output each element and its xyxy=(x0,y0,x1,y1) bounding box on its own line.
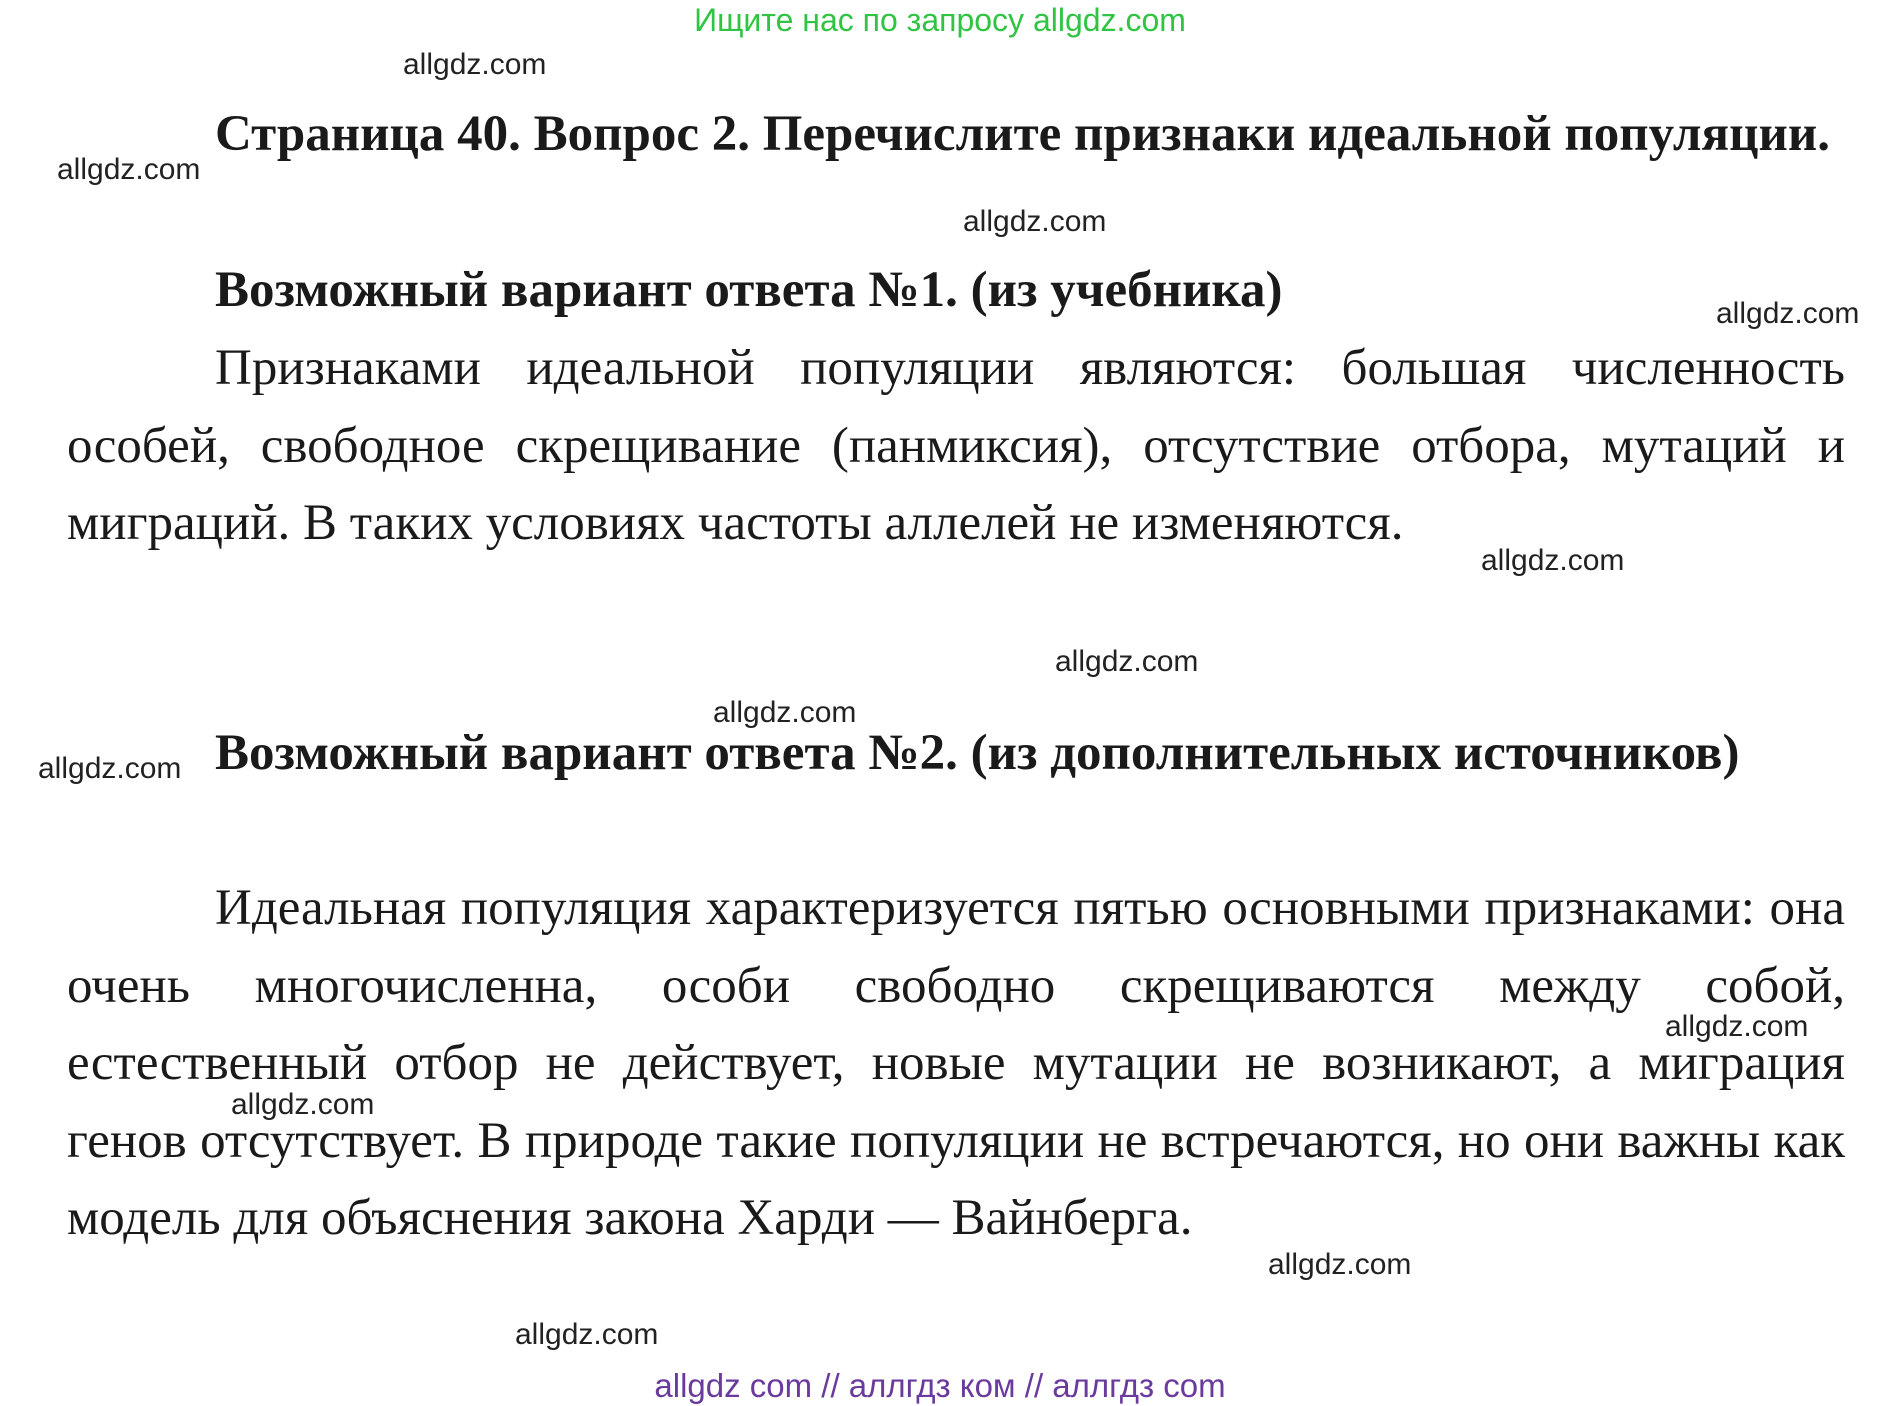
question-text: Страница 40. Вопрос 2. Перечислите признаки идеальной популяции. xyxy=(215,106,1831,162)
watermark: allgdz.com xyxy=(403,48,547,81)
watermark: allgdz.com xyxy=(713,696,857,729)
watermark: allgdz.com xyxy=(1481,544,1625,577)
answer2-heading-block xyxy=(67,715,1845,793)
watermark: allgdz.com xyxy=(1665,1010,1809,1043)
answer1-heading-block xyxy=(67,252,1845,330)
answer1-body xyxy=(67,330,1845,563)
top-banner: Ищите нас по запросу allgdz.com xyxy=(694,2,1186,38)
bottom-banner: allgdz com // аллгдз ком // аллгдз com xyxy=(654,1367,1226,1404)
watermark: allgdz.com xyxy=(1716,297,1860,330)
answer2-body xyxy=(67,870,1845,1258)
watermark: allgdz.com xyxy=(963,205,1107,238)
answer1-heading: Возможный вариант ответа №1. (из учебника) xyxy=(215,262,1283,318)
watermark: allgdz.com xyxy=(1055,645,1199,678)
watermark: allgdz.com xyxy=(38,752,182,785)
answer1-text: Признаками идеальной популяции являются: большая численность особей, свободное скрещивание (панмиксия), отсутствие отбора, мутаций и миграций. В таких условиях частоты аллелей не изменяются. xyxy=(67,340,1845,551)
watermark: allgdz.com xyxy=(57,153,201,186)
watermark: allgdz.com xyxy=(515,1318,659,1351)
watermark: allgdz.com xyxy=(231,1088,375,1121)
question-block xyxy=(67,96,1845,174)
watermark: allgdz.com xyxy=(1268,1248,1412,1281)
answer2-heading: Возможный вариант ответа №2. (из дополнительных источников) xyxy=(215,725,1740,781)
answer2-text: Идеальная популяция характеризуется пятью основными признаками: она очень многочисленна, особи свободно скрещиваются между собой, естественный отбор не действует, новые мутации не возникают, а миграция генов отсутствует. В природе такие популяции не встречаются, но они важны как модель для объяснения закона Харди — Вайнберга. xyxy=(67,880,1845,1246)
